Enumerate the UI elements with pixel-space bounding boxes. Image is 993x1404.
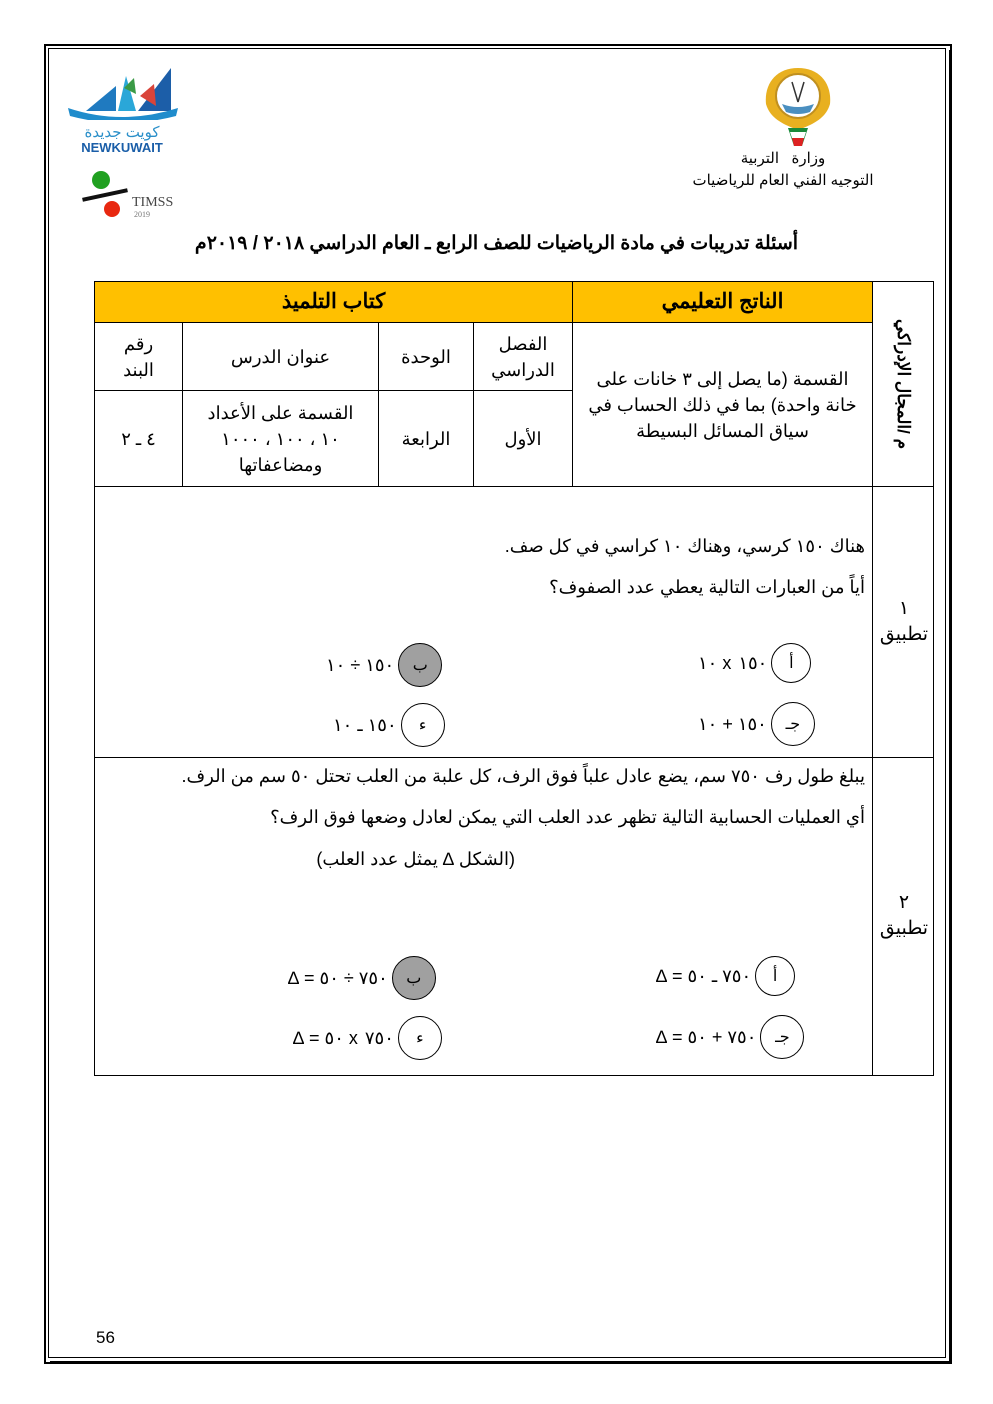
q2-line-2: أي العمليات الحسابية التالية تظهر عدد العلب التي يمكن لعادل وضعها فوق الرف؟ <box>270 807 865 827</box>
sail-boat-icon <box>66 66 178 120</box>
lesson-header: عنوان الدرس <box>182 322 379 391</box>
option-circle[interactable]: جـ <box>760 1015 804 1059</box>
lesson-value: القسمة على الأعداد ١٠ ، ١٠٠ ، ١٠٠٠ ومضاعفاتها <box>182 390 379 487</box>
q2-category-label: تطبيق <box>879 918 929 939</box>
q1-option-b[interactable] <box>326 643 442 687</box>
timss-label: TIMSS <box>132 195 174 210</box>
option-circle[interactable]: جـ <box>771 702 815 746</box>
kuwait-emblem <box>762 66 834 148</box>
border-shadow <box>50 1361 952 1364</box>
option-expression: ١٠ ÷ ١٥٠ <box>326 654 395 675</box>
q2-category <box>874 890 934 942</box>
page-number: 56 <box>96 1328 115 1347</box>
option-expression: ١٠ ـ ١٥٠ <box>333 714 397 735</box>
semester-value: الأول <box>473 390 573 487</box>
item-value: ٤ ـ ٢ <box>94 390 183 487</box>
timss-logo <box>80 163 180 223</box>
q2-line-3: (الشكل ∆ يمثل عدد العلب) <box>316 849 515 869</box>
option-circle[interactable]: ء <box>401 703 445 747</box>
student-book-header: كتاب التلميذ <box>94 281 573 323</box>
ministry-name: وزارة التربية <box>740 150 826 167</box>
unit-value: الرابعة <box>378 390 474 487</box>
q1-category-label: تطبيق <box>879 624 929 645</box>
emblem-icon <box>762 66 834 148</box>
q2-option-a[interactable] <box>656 956 795 996</box>
q1-option-d[interactable] <box>333 703 445 747</box>
department-name: التوجيه الفني العام للرياضيات <box>692 172 874 189</box>
option-circle[interactable]: أ <box>771 643 811 683</box>
option-circle[interactable]: أ <box>755 956 795 996</box>
option-expression: ١٠ x ١٥٠ <box>698 652 768 673</box>
q1-category <box>874 596 934 648</box>
outcome-header: الناتج التعليمي <box>572 281 873 323</box>
item-header: رقم البند <box>94 322 183 391</box>
q2-number: ٢ <box>898 892 910 913</box>
logo-brand-text: NEWKUWAIT <box>81 140 163 155</box>
green-dot-icon <box>92 171 110 189</box>
option-circle[interactable]: ء <box>398 1016 442 1060</box>
category-column-header: م /المجال الإدراكي <box>872 281 934 487</box>
option-circle-selected[interactable]: ب <box>392 956 436 1000</box>
option-circle-selected[interactable]: ب <box>398 643 442 687</box>
q2-option-b[interactable] <box>288 956 436 1000</box>
option-expression: ∆ = ٥٠ ÷ ٧٥٠ <box>288 967 388 988</box>
q1-option-a[interactable] <box>698 643 811 683</box>
learning-outcome: القسمة (ما يصل إلى ٣ خانات على خانة واحدة) بما في ذلك الحساب في سياق المسائل البسيطة <box>572 322 873 487</box>
new-kuwait-logo <box>66 66 178 155</box>
semester-header: الفصل الدراسي <box>473 322 573 391</box>
option-expression: ∆ = ٥٠ x ٧٥٠ <box>293 1027 394 1048</box>
unit-header: الوحدة <box>378 322 474 391</box>
q2-line-1: يبلغ طول رف ٧٥٠ سم، يضع عادل علباً فوق الرف، كل علبة من العلب تحتل ٥٠ سم من الرف. <box>181 766 865 786</box>
q1-option-c[interactable] <box>698 702 815 746</box>
q1-number: ١ <box>898 598 910 619</box>
option-expression: ١٠ + ١٥٠ <box>698 713 767 734</box>
q2-option-c[interactable] <box>656 1015 804 1059</box>
option-expression: ∆ = ٥٠ ـ ٧٥٠ <box>656 965 752 986</box>
q2-option-d[interactable] <box>293 1016 442 1060</box>
page-title: أسئلة تدريبات في مادة الرياضيات للصف الرابع ـ العام الدراسي ٢٠١٨ / ٢٠١٩م <box>194 233 799 254</box>
logo-arabic-text: كويت جديدة <box>84 124 160 141</box>
ministry-heading <box>673 148 893 192</box>
q1-line-2: أياً من العبارات التالية يعطي عدد الصفوف؟ <box>549 577 865 597</box>
timss-year: 2019 <box>134 210 150 219</box>
stroke-icon <box>82 188 128 201</box>
q1-line-1: هناك ١٥٠ كرسي، وهناك ١٠ كراسي في كل صف. <box>504 536 865 556</box>
red-dot-icon <box>104 201 120 217</box>
option-expression: ∆ = ٥٠ + ٧٥٠ <box>656 1026 757 1047</box>
